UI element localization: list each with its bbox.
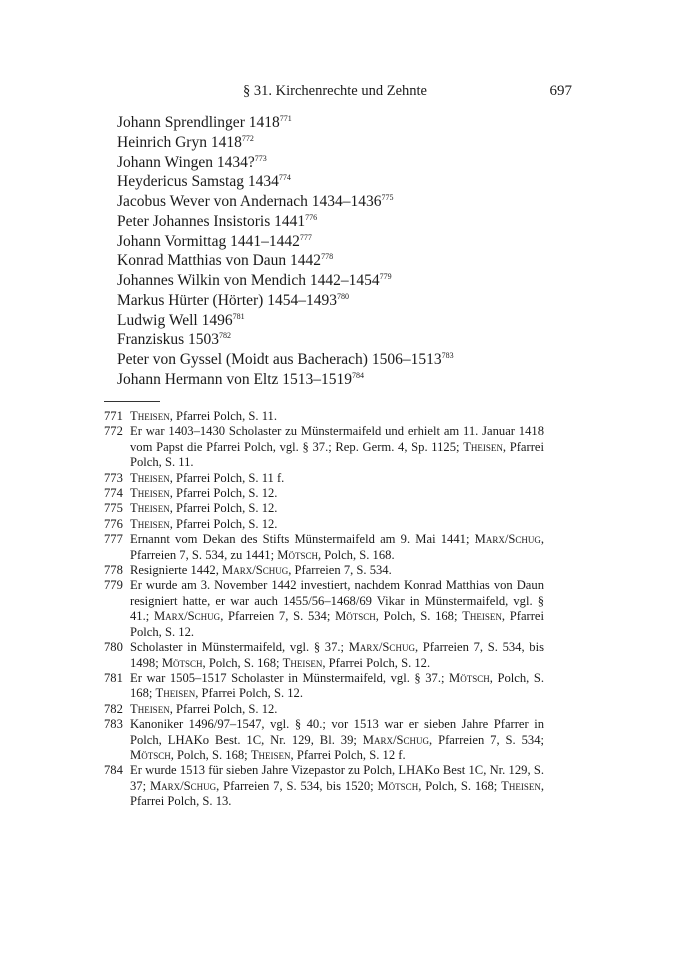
footnote-ref: 772 xyxy=(241,133,254,143)
list-item xyxy=(117,192,454,212)
footnote-number: 772 xyxy=(104,424,123,439)
footnote-number: 776 xyxy=(104,516,123,531)
footnote-ref: 779 xyxy=(379,272,392,281)
footnote-text: Er wurde am 3. November 1442 investiert, nachdem Konrad Matthias von Daun resigniert hatte, er war auch 1455/56–1468/69 Vikar in Münstermaifeld, vgl. § 41.; xyxy=(130,578,544,624)
footnote xyxy=(104,671,544,702)
footnote-text: Ernannt vom Dekan des Stifts Münstermaifeld am 9. Mai 1441; xyxy=(130,532,475,547)
footnote-number: 775 xyxy=(104,501,123,516)
list-item-text: Johannes Wilkin von Mendich 1442–1454 xyxy=(117,272,380,289)
footnote-text: Er wurde 1513 für sieben Jahre Vizepastor zu Polch, LHAKo Best 1C, Nr. 129, S. 37; xyxy=(130,763,544,793)
page-header xyxy=(0,83,700,105)
pastor-list xyxy=(117,113,454,390)
footnote-number: 781 xyxy=(104,670,123,685)
list-item-text: Heinrich Gryn 1418 xyxy=(117,133,242,151)
list-item-text: Markus Hürter (Hörter) 1454–1493 xyxy=(117,291,337,309)
page-number: 697 xyxy=(549,83,572,99)
footnote-text: Scholaster in Münstermaifeld, vgl. § 37.; xyxy=(130,640,349,655)
list-item xyxy=(117,350,454,370)
list-item xyxy=(117,172,454,192)
footnote-number: 771 xyxy=(104,409,123,423)
footnote-text: , Polch, S. 168; xyxy=(418,778,502,793)
running-head: § 31. Kirchenrechte und Zehnte xyxy=(243,83,427,99)
author-name: Theisen xyxy=(462,609,502,624)
author-name: Mötsch xyxy=(449,670,490,685)
footnote xyxy=(104,532,544,563)
author-name: Mötsch xyxy=(130,747,171,762)
footnote-text: , Polch, S. 168; xyxy=(170,747,251,762)
author-name: Theisen xyxy=(282,655,323,670)
footnote xyxy=(104,717,544,763)
author-name: Marx/Schug xyxy=(222,563,289,578)
footnote xyxy=(104,486,544,501)
footnote xyxy=(104,640,544,671)
list-item-text: Heydericus Samstag 1434 xyxy=(117,173,279,191)
author-name: Theisen xyxy=(130,701,170,716)
footnote-text: , Pfarrei Polch, S. 12. xyxy=(169,501,278,516)
footnote-ref: 784 xyxy=(352,370,365,380)
list-item-text: Johann Wingen 1434? xyxy=(117,153,255,171)
author-name: Theisen xyxy=(130,409,170,423)
footnote-text: Kanoniker 1496/97–1547, vgl. § 40.; vor 1513 war er sieben Jahre Pfarrer in Polch, LHAKo Best. 1C, Nr. 129, Bl. 39; xyxy=(130,717,544,747)
footnote-text: Er war 1505–1517 Scholaster in Münstermaifeld, vgl. § 37.; xyxy=(130,670,450,685)
footnote-text: , Polch, S. 168; xyxy=(130,670,544,701)
footnote-ref: 773 xyxy=(254,153,267,163)
footnote-number: 779 xyxy=(104,578,123,593)
author-name: Marx/Schug xyxy=(149,778,217,793)
footnote-ref: 777 xyxy=(299,232,312,242)
footnote-ref: 778 xyxy=(321,252,334,262)
author-name: Theisen xyxy=(130,501,170,516)
list-item-text: Jacobus Wever von Andernach 1434–1436 xyxy=(117,193,382,210)
author-name: Theisen xyxy=(501,778,541,793)
footnote-text: , Pfarreien 7, S. 534, bis 1520; xyxy=(216,778,378,793)
footnote-ref: 771 xyxy=(279,114,292,123)
footnote-ref: 780 xyxy=(336,291,349,301)
footnote xyxy=(104,763,544,809)
footnote-text: , Pfarrei Polch, S. 12. xyxy=(322,655,431,670)
footnote-text: , Pfarrei Polch, S. 12. xyxy=(169,486,278,501)
footnote-ref: 781 xyxy=(232,311,245,321)
list-item-text: Peter Johannes Insistoris 1441 xyxy=(117,212,306,230)
footnote-number: 784 xyxy=(104,763,123,778)
list-item xyxy=(117,370,454,390)
footnote xyxy=(104,501,544,516)
list-item-text: Peter von Gyssel (Moidt aus Bacherach) 1506–1513 xyxy=(117,351,442,368)
footnote-text: , Pfarrei Polch, S. 12 f. xyxy=(290,747,406,762)
list-item xyxy=(117,251,454,271)
list-item xyxy=(117,291,454,311)
list-item xyxy=(117,153,454,173)
list-item xyxy=(117,113,454,133)
footnote-text: , Pfarrei Polch, S. 11. xyxy=(169,409,277,423)
author-name: Mötsch xyxy=(277,547,318,562)
footnote-number: 783 xyxy=(104,717,123,732)
footnote xyxy=(104,578,544,640)
author-name: Mötsch xyxy=(377,778,419,793)
footnote xyxy=(104,424,544,470)
list-item-text: Franziskus 1503 xyxy=(117,331,220,349)
footnote-number: 773 xyxy=(104,470,123,485)
footnote-ref: 775 xyxy=(381,193,394,202)
author-name: Marx/Schug xyxy=(362,732,430,747)
list-item-text: Johann Sprendlinger 1418 xyxy=(117,114,280,131)
footnote-text: , Pfarreien 7, S. 534, zu 1441; xyxy=(130,532,544,562)
footnote-text: , Polch, S. 168. xyxy=(317,547,395,562)
list-item xyxy=(117,311,454,331)
footnote-text: , Pfarreien 7, S. 534, bis 1498; xyxy=(130,640,545,670)
list-item-text: Johann Hermann von Eltz 1513–1519 xyxy=(117,370,353,388)
list-item xyxy=(117,212,454,232)
footnote-text: , Pfarreien 7, S. 534; xyxy=(429,732,544,747)
footnote-text: , Pfarrei Polch, S. 12. xyxy=(195,686,303,701)
footnote-number: 778 xyxy=(104,563,123,578)
list-item xyxy=(117,232,454,252)
author-name: Theisen xyxy=(130,486,170,501)
footnote-text: , Pfarrei Polch, S. 13. xyxy=(130,778,544,809)
footnote-text: , Polch, S. 168; xyxy=(202,655,283,670)
footnote xyxy=(104,471,544,486)
footnote-number: 777 xyxy=(104,532,123,547)
author-name: Marx/Schug xyxy=(474,532,541,547)
footnote-ref: 776 xyxy=(305,212,318,222)
list-item-text: Konrad Matthias von Daun 1442 xyxy=(117,252,322,270)
footnote-text: , Pfarrei Polch, S. 11. xyxy=(130,439,545,470)
footnote-text: Resignierte 1442, xyxy=(130,563,222,578)
footnote-text: , Pfarrei Polch, S. 12. xyxy=(169,701,278,716)
list-item xyxy=(117,330,454,350)
footnote-ref: 783 xyxy=(441,351,454,360)
author-name: Theisen xyxy=(155,686,196,701)
list-item-text: Johann Vormittag 1441–1442 xyxy=(117,232,300,250)
footnote xyxy=(104,517,544,532)
author-name: Theisen xyxy=(130,516,170,531)
footnote-text: Er war 1403–1430 Scholaster zu Münstermaifeld und erhielt am 11. Januar 1418 vom Papst die Pfarrei Polch, vgl. § 37.; Rep. Germ. 4, Sp. 1125; xyxy=(130,424,544,454)
footnote xyxy=(104,563,544,578)
author-name: Marx/Schug xyxy=(348,640,415,655)
author-name: Mötsch xyxy=(161,655,203,670)
footnote-number: 782 xyxy=(104,701,123,716)
footnote-text: , Pfarreien 7, S. 534; xyxy=(220,609,336,624)
footnote-ref: 774 xyxy=(278,173,291,183)
footnote-number: 774 xyxy=(104,486,123,501)
footnote-text: , Pfarrei Polch, S. 11 f. xyxy=(169,470,285,485)
footnote xyxy=(104,409,544,424)
footnotes-section xyxy=(104,409,544,810)
footnote-number: 780 xyxy=(104,640,123,655)
list-item-text: Ludwig Well 1496 xyxy=(117,311,233,329)
footnote xyxy=(104,702,544,717)
author-name: Theisen xyxy=(463,439,503,454)
footnote-text: , Polch, S. 168; xyxy=(375,609,463,624)
list-item xyxy=(117,133,454,153)
footnote-text: , Pfarrei Polch, S. 12. xyxy=(169,516,278,531)
author-name: Theisen xyxy=(250,747,291,762)
author-name: Mötsch xyxy=(335,609,376,624)
author-name: Theisen xyxy=(130,470,170,485)
footnote-ref: 782 xyxy=(219,331,232,341)
footnote-divider xyxy=(104,401,160,402)
author-name: Marx/Schug xyxy=(153,609,221,624)
footnote-text: , Pfarreien 7, S. 534. xyxy=(288,563,392,578)
footnote-text: , Pfarrei Polch, S. 12. xyxy=(130,609,545,639)
list-item xyxy=(117,271,454,291)
